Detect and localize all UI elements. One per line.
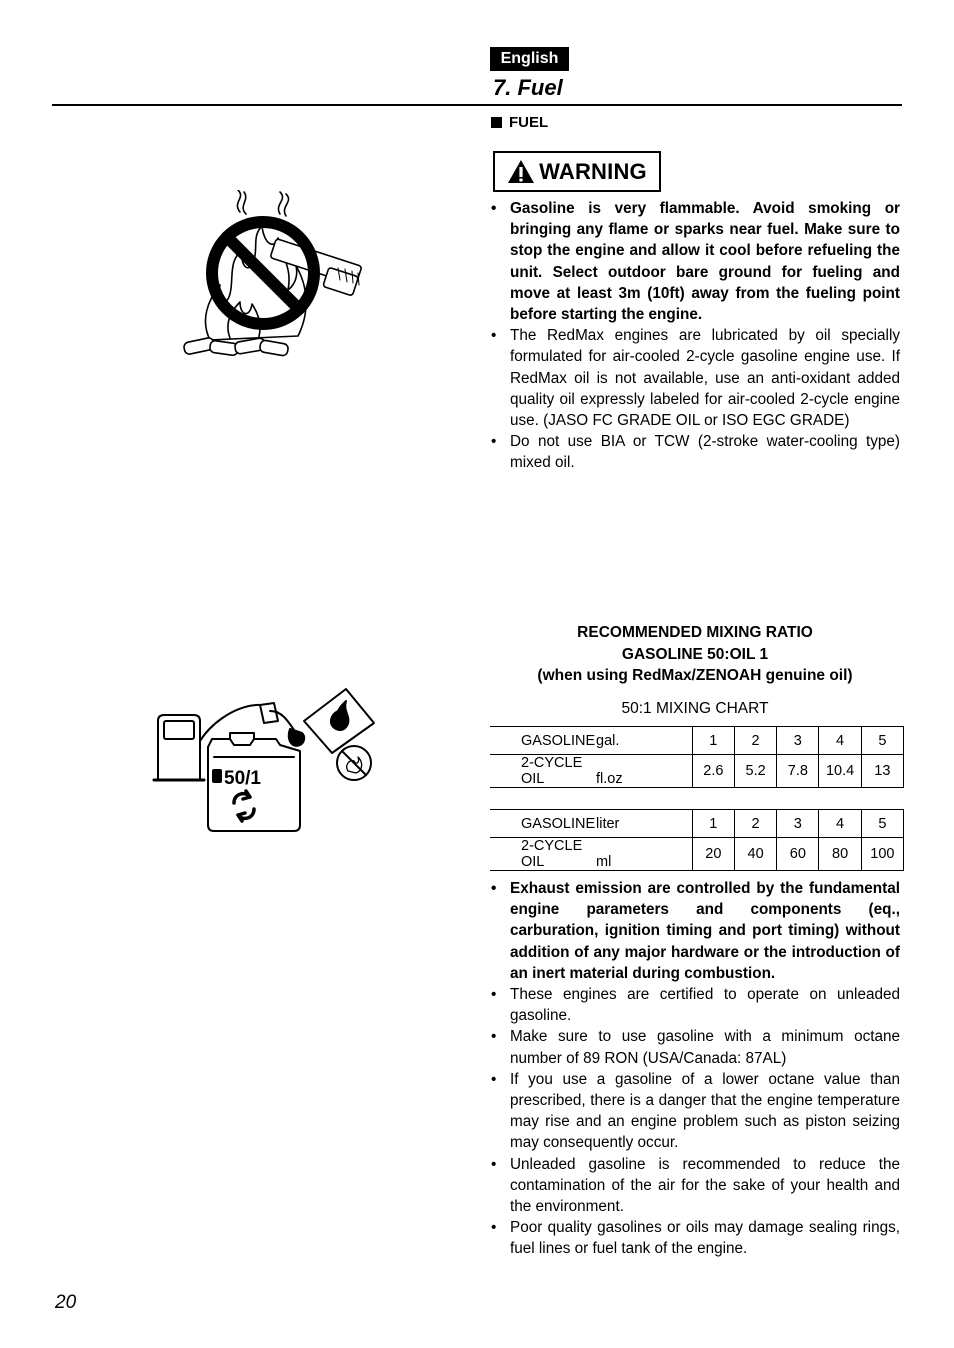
table-row <box>490 755 904 788</box>
table-cell: 3 <box>777 727 819 755</box>
mixing-heading-line-3: (when using RedMax/ZENOAH genuine oil) <box>537 667 853 684</box>
table-cell: 40 <box>734 838 776 871</box>
fuel-can-ratio-label: 50/1 <box>224 768 261 789</box>
warning-box <box>493 151 661 192</box>
list-item: • Unleaded gasoline is recommended to reduce the contamination of the air for the sake of your health and the environment. <box>491 1154 900 1218</box>
table-cell: 7.8 <box>777 755 819 788</box>
fuel-can-icon <box>150 685 380 845</box>
mixing-heading-line-1: RECOMMENDED MIXING RATIO <box>577 624 813 641</box>
warning-bullet-list <box>491 198 900 474</box>
table-cell: 2 <box>734 727 776 755</box>
table-cell: 5.2 <box>734 755 776 788</box>
table-cell: 20 <box>692 838 734 871</box>
table-row <box>490 810 904 838</box>
list-item: • Do not use BIA or TCW (2-stroke water-cooling type) mixed oil. <box>491 431 900 473</box>
table-cell: 13 <box>861 755 903 788</box>
row-name: GASOLINE <box>521 732 596 749</box>
table-row <box>490 727 904 755</box>
table-cell: 80 <box>819 838 861 871</box>
row-unit: liter <box>596 815 620 832</box>
header-rule <box>52 104 902 106</box>
table-row <box>490 838 904 871</box>
no-smoking-fire-icon <box>180 190 370 370</box>
page-number: 20 <box>55 1292 77 1313</box>
warning-label: WARNING <box>539 158 647 184</box>
table-row-label <box>490 727 692 755</box>
mixing-chart-label: 50:1 MIXING CHART <box>621 700 769 717</box>
fuel-bullet-list <box>491 878 900 1260</box>
list-item: • These engines are certified to operate on unleaded gasoline. <box>491 984 900 1026</box>
fuel-subheading <box>491 114 548 131</box>
mixing-heading-line-2: GASOLINE 50:OIL 1 <box>621 645 769 663</box>
table-cell: 5 <box>861 727 903 755</box>
table-cell: 2.6 <box>692 755 734 788</box>
language-badge: English <box>490 47 569 71</box>
list-item: • If you use a gasoline of a lower octane value than prescribed, there is a danger that the engine temperature may rise and an engine problem such as piston seizing may consequently occur. <box>491 1069 900 1154</box>
table-cell: 1 <box>692 810 734 838</box>
mixing-table-us <box>490 726 904 788</box>
table-cell: 1 <box>692 727 734 755</box>
row-unit: ml <box>596 854 612 870</box>
list-item: • Make sure to use gasoline with a minimum octane number of 89 RON (USA/Canada: 87AL) <box>491 1026 900 1068</box>
table-row-label <box>490 838 692 871</box>
table-cell: 3 <box>777 810 819 838</box>
table-row-label <box>490 810 692 838</box>
table-cell: 100 <box>861 838 903 871</box>
table-cell: 10.4 <box>819 755 861 788</box>
square-bullet-icon <box>491 117 502 128</box>
row-name: 2-CYCLE OIL <box>521 755 583 787</box>
row-unit: fl.oz <box>596 771 623 787</box>
row-name: GASOLINE <box>521 815 596 832</box>
table-row-label <box>490 755 692 788</box>
table-cell: 60 <box>777 838 819 871</box>
row-unit: gal. <box>596 732 620 749</box>
table-cell: 4 <box>819 727 861 755</box>
list-item: • The RedMax engines are lubricated by oil specially formulated for air-cooled 2-cycle gasoline engine use. If RedMax oil is not available, use an anti-oxidant added quality oil expressly labeled for air-cooled 2-cycle engine use. (JASO FC GRADE OIL or ISO EGC GRADE) <box>491 325 900 431</box>
table-cell: 2 <box>734 810 776 838</box>
fuel-subheading-label: FUEL <box>509 114 549 131</box>
table-cell: 5 <box>861 810 903 838</box>
list-item: • Exhaust emission are controlled by the fundamental engine parameters and components (eq., carburation, ignition timing and port timing) without addition of any major hardware or the introduction of an inert material during combustion. <box>491 878 900 984</box>
mixing-ratio-heading <box>490 622 900 687</box>
warning-triangle-icon <box>507 159 535 184</box>
section-title: 7. Fuel <box>493 75 563 100</box>
mixing-table-metric <box>490 809 904 871</box>
table-cell: 4 <box>819 810 861 838</box>
list-item: • Gasoline is very flammable. Avoid smoking or bringing any flame or sparks near fuel. Make sure to stop the engine and allow it cool before refueling the unit. Select outdoor bare ground for fueling and move at least 3m (10ft) away from the fueling point before starting the engine. <box>491 198 900 325</box>
list-item: • Poor quality gasolines or oils may damage sealing rings, fuel lines or fuel tank of the engine. <box>491 1217 900 1259</box>
row-name: 2-CYCLE OIL <box>521 838 583 870</box>
